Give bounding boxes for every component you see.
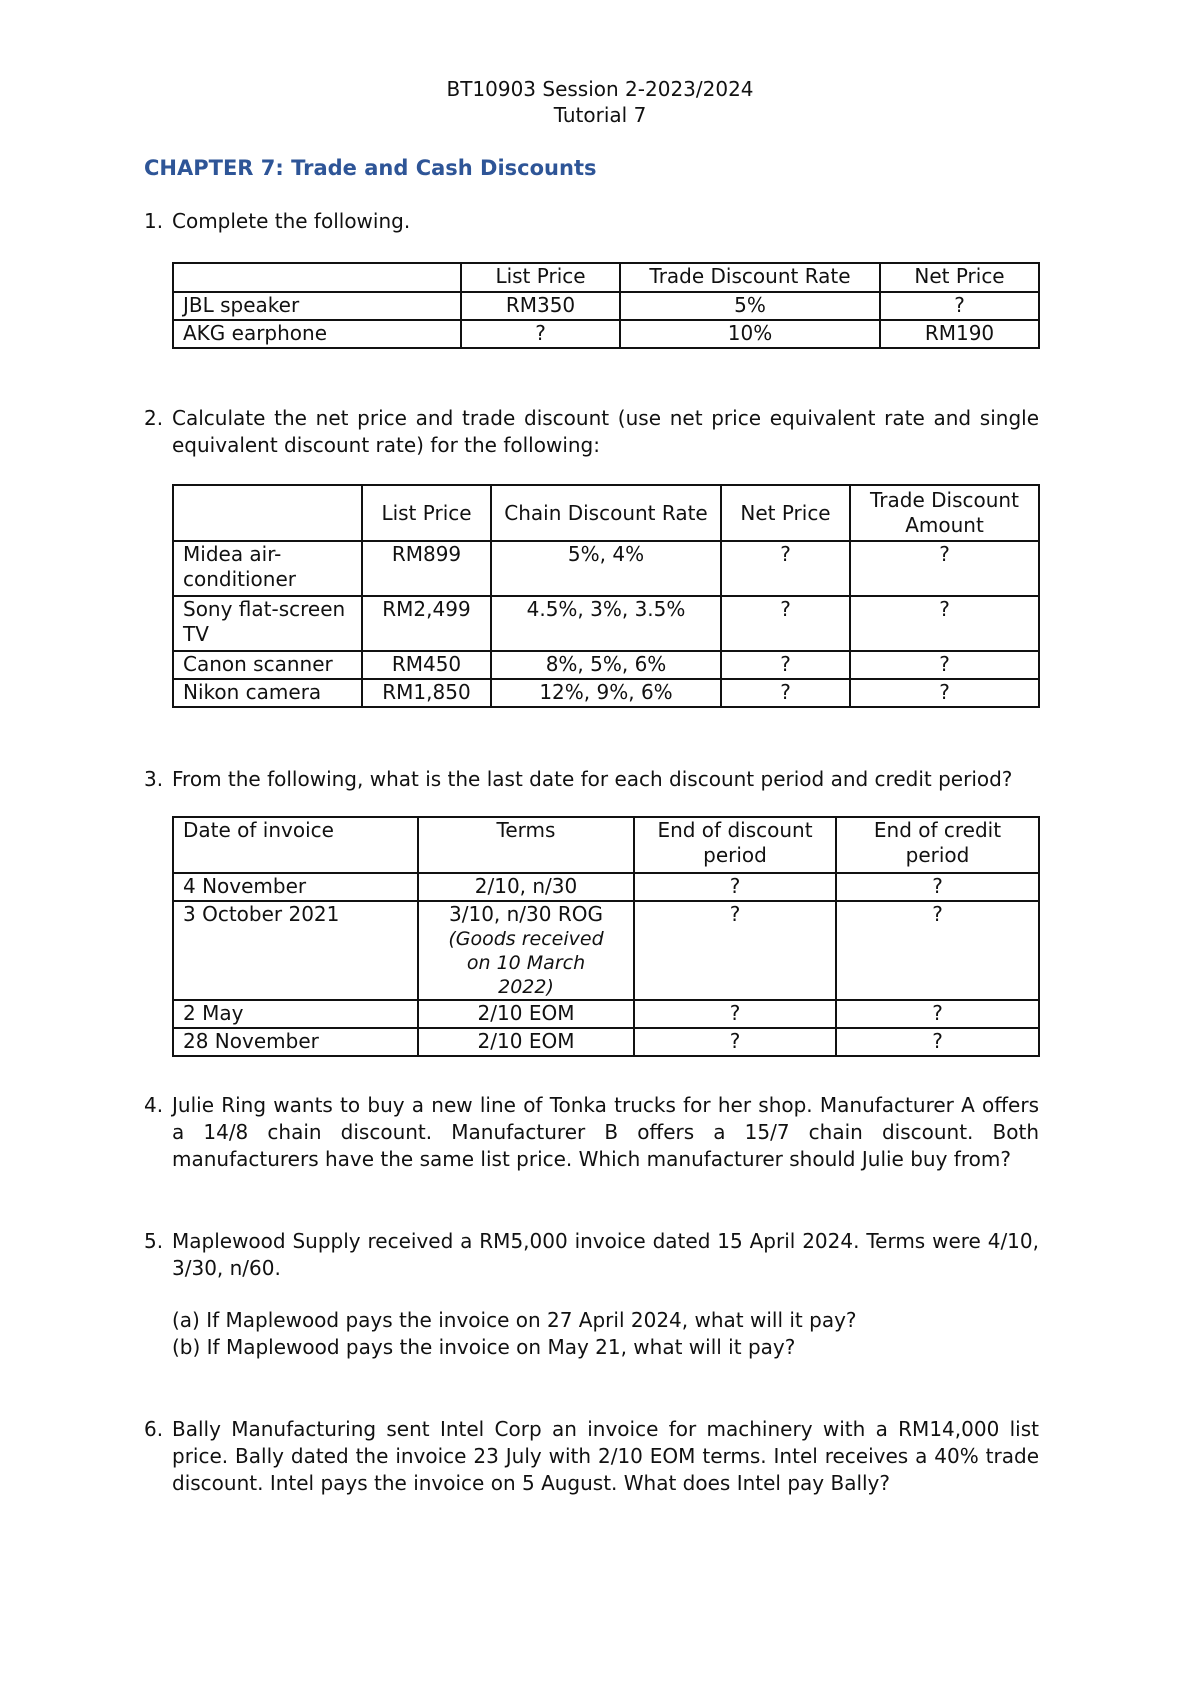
question-4 (144, 1092, 1039, 1173)
question-text: Bally Manufacturing sent Intel Corp an invoice for machinery with a RM14,000 list price. Bally dated the invoice 23 July with 2/10 EOM terms. Intel receives a 40% trade discount. Intel pays the invoice on 5 August. What does Intel pay Bally? (172, 1417, 1039, 1495)
rog-note: (Goods received on 10 March 2022) (448, 928, 604, 998)
table-row (173, 1028, 1039, 1056)
table-row (173, 320, 1039, 348)
header-cell: End of credit period (836, 817, 1039, 873)
table-cell: ? (850, 541, 1039, 596)
header-cell: Trade Discount Amount (850, 485, 1039, 541)
question-6 (144, 1416, 1039, 1497)
table-cell: 8%, 5%, 6% (491, 651, 721, 679)
question-5 (144, 1228, 1039, 1282)
table-cell: ? (850, 679, 1039, 707)
table-header-row (173, 485, 1039, 541)
question-number: 3. (144, 767, 164, 791)
table-cell: ? (836, 901, 1039, 1000)
table-cell: ? (836, 873, 1039, 901)
table-cell (418, 901, 634, 1000)
question-text: Maplewood Supply received a RM5,000 invoice dated 15 April 2024. Terms were 4/10, 3/30, n/60. (172, 1229, 1039, 1280)
question-number: 1. (144, 209, 164, 233)
question-text: Julie Ring wants to buy a new line of Tonka trucks for her shop. Manufacturer A offers a 14/8 chain discount. Manufacturer B offers a 15/7 chain discount. Both manufacturers have the same list price. Which manufacturer should Julie buy from? (172, 1093, 1039, 1171)
table-chain-discount (172, 484, 1040, 708)
table-row (173, 679, 1039, 707)
table-cell: RM190 (880, 320, 1039, 348)
table-row (173, 541, 1039, 596)
table-header-row (173, 817, 1039, 873)
table-cell: ? (634, 873, 836, 901)
table-cell: 28 November (173, 1028, 418, 1056)
question-text: Complete the following. (172, 209, 411, 233)
table-cell: 2 May (173, 1000, 418, 1028)
table-cell: ? (634, 1000, 836, 1028)
header-cell (173, 485, 362, 541)
table-row (173, 1000, 1039, 1028)
table-cell: ? (850, 596, 1039, 651)
question-text: Calculate the net price and trade discount (use net price equivalent rate and single equivalent discount rate) for the following: (172, 406, 1039, 457)
question-1 (144, 208, 1039, 235)
table-cell: ? (850, 651, 1039, 679)
table-cell: ? (721, 541, 850, 596)
table-header-row (173, 263, 1039, 292)
table-row (173, 596, 1039, 651)
table-cell: RM2,499 (362, 596, 491, 651)
table-cell: RM450 (362, 651, 491, 679)
table-cell: RM350 (461, 292, 620, 320)
question-5b: (b) If Maplewood pays the invoice on May 21, what will it pay? (172, 1335, 796, 1359)
header-cell (173, 263, 461, 292)
header-cell: Date of invoice (173, 817, 418, 873)
header-cell: List Price (461, 263, 620, 292)
table-cell: ? (836, 1028, 1039, 1056)
table-cell: ? (721, 596, 850, 651)
table-cell: 2/10, n/30 (418, 873, 634, 901)
table-cell: AKG earphone (173, 320, 461, 348)
chapter-title: CHAPTER 7: Trade and Cash Discounts (144, 156, 597, 180)
table-cell: 10% (620, 320, 880, 348)
question-number: 5. (144, 1229, 164, 1253)
table-cell: 4 November (173, 873, 418, 901)
table-cell: ? (836, 1000, 1039, 1028)
terms-text: 3/10, n/30 ROG (449, 902, 603, 926)
table-cell: Sony flat-screen TV (173, 596, 362, 651)
question-3 (144, 766, 1039, 793)
table-row (173, 901, 1039, 1000)
table-cell: ? (880, 292, 1039, 320)
table-row (173, 873, 1039, 901)
header-cell: Chain Discount Rate (491, 485, 721, 541)
course-header: BT10903 Session 2-2023/2024 (446, 77, 754, 101)
table-cell: ? (721, 679, 850, 707)
table-cell: RM899 (362, 541, 491, 596)
table-cell: 4.5%, 3%, 3.5% (491, 596, 721, 651)
table-cell: Nikon camera (173, 679, 362, 707)
table-cash-discount-terms (172, 816, 1040, 1057)
table-cell: 12%, 9%, 6% (491, 679, 721, 707)
tutorial-header: Tutorial 7 (553, 103, 647, 127)
table-row (173, 292, 1039, 320)
header-cell: Trade Discount Rate (620, 263, 880, 292)
table-cell: 2/10 EOM (418, 1000, 634, 1028)
table-cell: Midea air-conditioner (173, 541, 362, 596)
header-cell: List Price (362, 485, 491, 541)
question-number: 2. (144, 406, 164, 430)
table-cell: ? (634, 901, 836, 1000)
header-cell: Net Price (721, 485, 850, 541)
table-cell: Canon scanner (173, 651, 362, 679)
question-2 (144, 405, 1039, 459)
table-row (173, 651, 1039, 679)
table-cell: ? (634, 1028, 836, 1056)
question-number: 6. (144, 1417, 164, 1441)
header-cell: Net Price (880, 263, 1039, 292)
table-cell: 3 October 2021 (173, 901, 418, 1000)
table-cell: 5%, 4% (491, 541, 721, 596)
question-text: From the following, what is the last date for each discount period and credit period? (172, 767, 1013, 791)
table-cell: ? (721, 651, 850, 679)
question-number: 4. (144, 1093, 164, 1117)
table-cell: RM1,850 (362, 679, 491, 707)
question-5a: (a) If Maplewood pays the invoice on 27 April 2024, what will it pay? (172, 1308, 857, 1332)
table-cell: JBL speaker (173, 292, 461, 320)
table-cell: 2/10 EOM (418, 1028, 634, 1056)
table-cell: ? (461, 320, 620, 348)
table-cell: 5% (620, 292, 880, 320)
table-trade-discount (172, 262, 1040, 349)
header-cell: End of discount period (634, 817, 836, 873)
header-cell: Terms (418, 817, 634, 873)
